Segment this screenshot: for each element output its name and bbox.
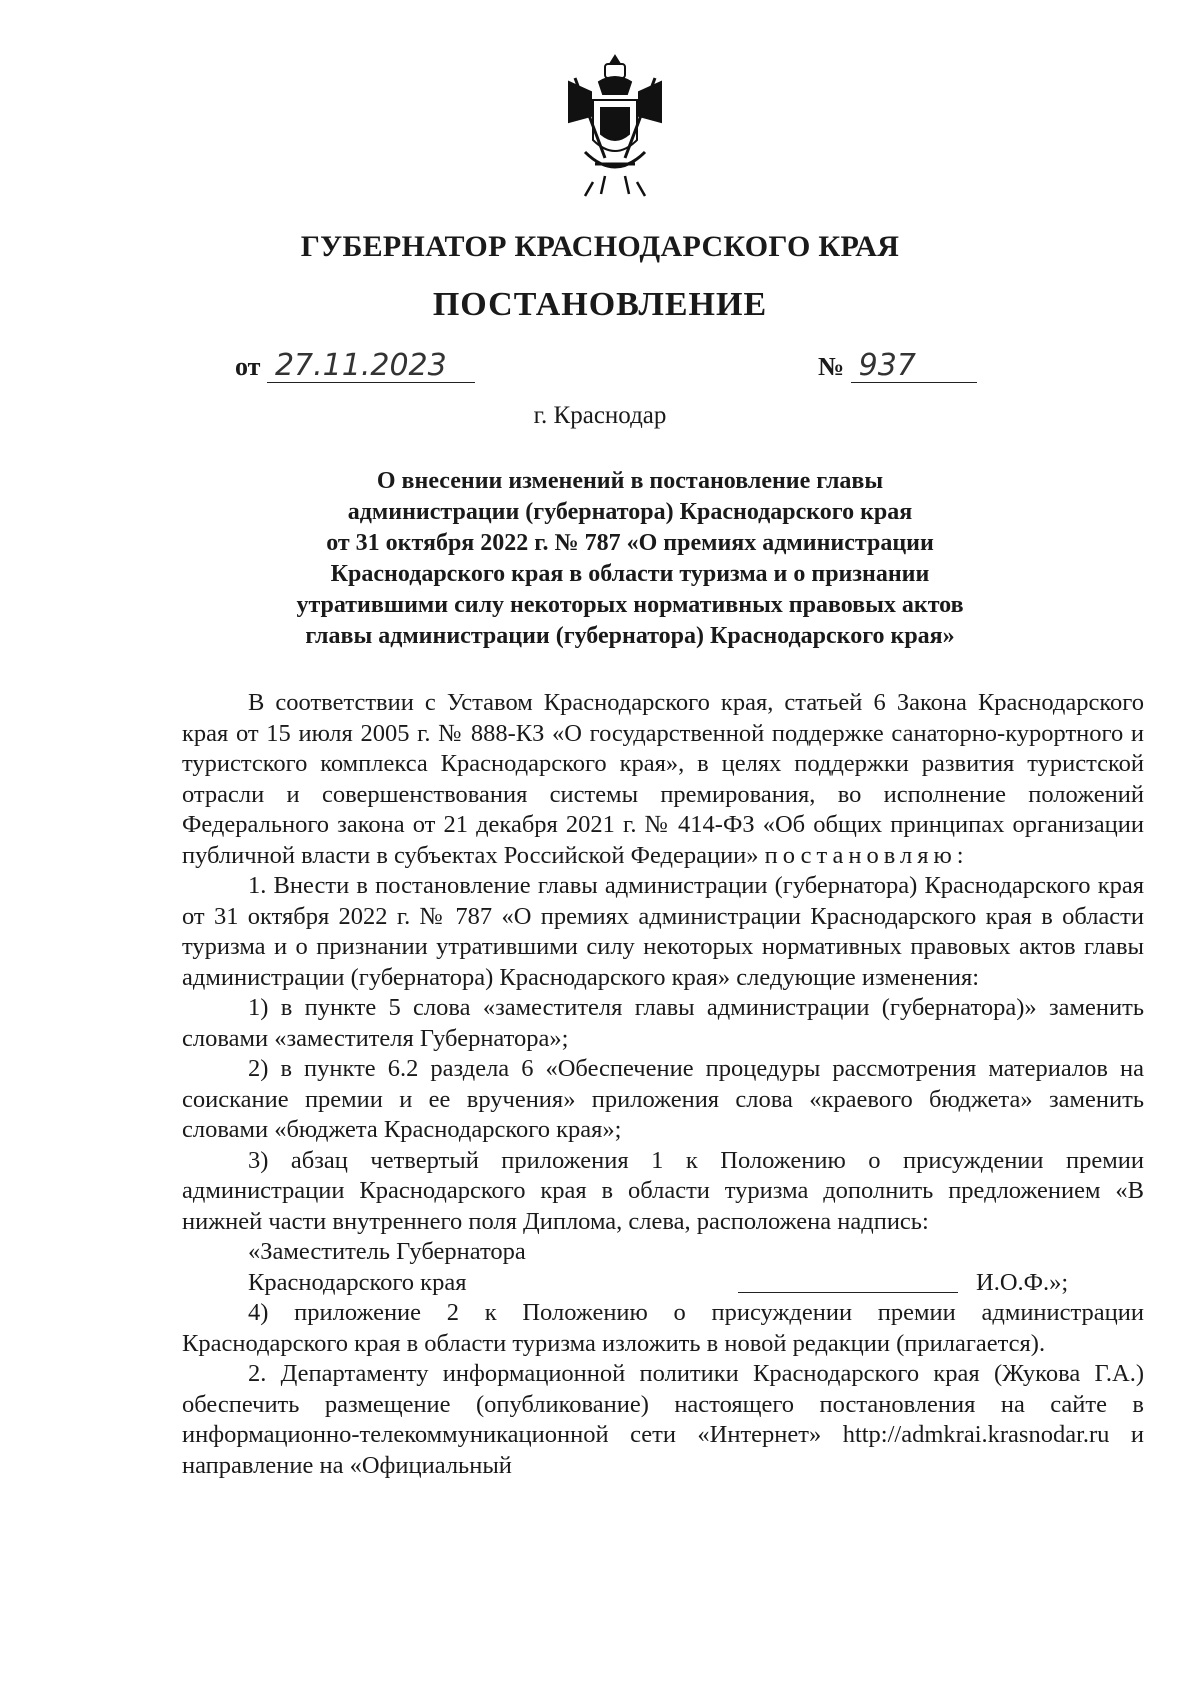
coat-of-arms-emblem — [555, 52, 675, 202]
subject-line: главы администрации (губернатора) Краснодарского края» — [305, 623, 955, 649]
item-1-3-paragraph: 3) абзац четвертый приложения 1 к Положению о присуждении премии администрации Краснодарского края в области туризма дополнить предложением «В нижней части внутреннего поля Диплома, слева, расположена надпись: — [182, 1146, 1144, 1235]
city-of-issue: г. Краснодар — [533, 402, 667, 429]
document-subject — [230, 466, 1030, 652]
signature-region: Краснодарского края — [248, 1268, 467, 1296]
number-prefix: № — [818, 352, 845, 381]
preamble-paragraph — [182, 688, 1144, 871]
subject-line: от 31 октября 2022 г. № 787 «О премиях администрации — [326, 530, 934, 556]
document-body — [182, 688, 1144, 1481]
subject-line: Краснодарского края в области туризма и о признании — [330, 561, 930, 587]
item-1-paragraph: 1. Внести в постановление главы администрации (губернатора) Краснодарского края от 31 октября 2022 г. № 787 «О премиях администрации Краснодарского края в области туризма и о признании утратившими силу некоторых нормативных правовых актов главы администрации (губернатора) Краснодарского края» следующие изменения: — [182, 872, 1144, 991]
signature-blank-line — [738, 1268, 958, 1293]
signature-block-line — [182, 1268, 1144, 1299]
item-1-1-paragraph: 1) в пункте 5 слова «заместителя главы администрации (губернатора)» заменить словами «заместителя Губернатора»; — [182, 994, 1144, 1052]
date-prefix: от — [235, 352, 261, 381]
handwritten-date: 27.11.2023 — [267, 350, 475, 383]
preamble-text: В соответствии с Уставом Краснодарского края, статьей 6 Закона Краснодарского края от 15 июля 2005 г. № 888-КЗ «О государственной поддержке санаторно-курортного и туристского комплекса Краснодарского края», в целях поддержки развития туристской отрасли и совершенствования системы премирования, во исполнение положений Федерального закона от 21 декабря 2021 г. № 414-ФЗ «Об общих принципах организации публичной власти в субъектах Российской Федерации» — [182, 689, 1144, 869]
signature-title-line: «Заместитель Губернатора — [248, 1238, 526, 1265]
signature-name-placeholder: И.О.Ф.»; — [976, 1268, 1069, 1296]
issuing-authority: ГУБЕРНАТОР КРАСНОДАРСКОГО КРАЯ — [300, 230, 900, 263]
number-field — [818, 350, 977, 383]
decree-word: постановляю: — [764, 841, 969, 869]
subject-line: администрации (губернатора) Краснодарского края — [347, 499, 913, 525]
subject-line: О внесении изменений в постановление главы — [376, 468, 884, 494]
subject-line: утратившими силу некоторых нормативных правовых актов — [296, 592, 964, 618]
handwritten-number: 937 — [851, 350, 977, 383]
item-1-4-paragraph: 4) приложение 2 к Положению о присуждении премии администрации Краснодарского края в области туризма изложить в новой редакции (прилагается). — [182, 1299, 1144, 1357]
item-1-2-paragraph: 2) в пункте 6.2 раздела 6 «Обеспечение процедуры рассмотрения материалов на соискание премии и ее вручения» приложения слова «краевого бюджета» заменить словами «бюджета Краснодарского края»; — [182, 1055, 1144, 1143]
item-2-paragraph: 2. Департаменту информационной политики Краснодарского края (Жукова Г.А.) обеспечить размещение (опубликование) настоящего постановления на сайте в информационно-телекоммуникационной сети «Интернет» http://admkrai.krasnodar.ru и направление на «Официальный — [182, 1360, 1144, 1479]
date-field — [235, 350, 475, 383]
document-type: ПОСТАНОВЛЕНИЕ — [432, 286, 768, 323]
